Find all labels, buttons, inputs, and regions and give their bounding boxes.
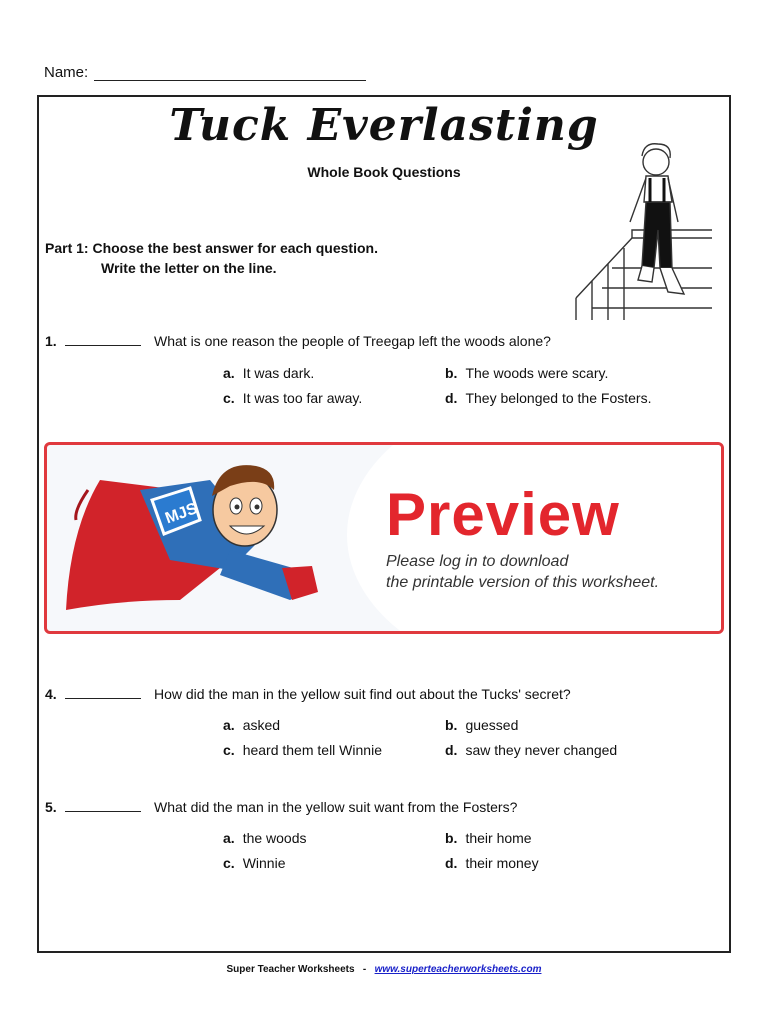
option-letter: d. [445, 855, 458, 871]
name-label: Name: [44, 64, 89, 81]
part-line-2: Write the letter on the line. [101, 260, 277, 276]
question-number: 5. [45, 799, 57, 815]
option-text: The woods were scary. [465, 365, 609, 381]
option-letter: a. [223, 365, 235, 381]
option-c [223, 855, 285, 871]
option-b [445, 365, 608, 381]
option-d [445, 742, 617, 758]
option-c [223, 742, 382, 758]
option-text: Winnie [242, 855, 286, 871]
preview-message [386, 551, 659, 593]
name-line [94, 66, 366, 81]
option-text: guessed [465, 717, 519, 733]
option-a [223, 830, 307, 846]
option-a [223, 717, 280, 733]
option-letter: b. [445, 830, 458, 846]
option-a [223, 365, 314, 381]
question-text: What did the man in the yellow suit want from the Fosters? [154, 799, 518, 815]
option-letter: a. [223, 830, 235, 846]
question-number: 4. [45, 686, 57, 702]
part-line-1: Part 1: Choose the best answer for each question. [45, 240, 378, 256]
option-text: their home [465, 830, 532, 846]
page-footer [0, 964, 768, 975]
footer-brand: Super Teacher Worksheets [226, 964, 355, 975]
mascot-logo-text: MJS [163, 500, 200, 528]
question-5 [45, 799, 518, 815]
option-text: asked [242, 717, 281, 733]
preview-line-1: Please log in to download [386, 553, 569, 570]
option-d [445, 855, 539, 871]
footer-link[interactable]: www.superteacherworksheets.com [374, 964, 542, 975]
page-subtitle: Whole Book Questions [307, 164, 461, 180]
question-text: How did the man in the yellow suit find out about the Tucks' secret? [154, 686, 571, 702]
option-letter: d. [445, 390, 458, 406]
option-text: heard them tell Winnie [242, 742, 382, 758]
part-instructions [45, 238, 378, 278]
option-letter: d. [445, 742, 458, 758]
option-text: their money [465, 855, 539, 871]
question-number: 1. [45, 333, 57, 349]
superhero-mascot-illustration [60, 450, 330, 630]
option-letter: b. [445, 365, 458, 381]
option-text: It was dark. [242, 365, 315, 381]
option-letter: a. [223, 717, 235, 733]
option-text: the woods [242, 830, 307, 846]
option-text: saw they never changed [465, 742, 618, 758]
answer-blank[interactable] [65, 686, 141, 699]
answer-blank[interactable] [65, 333, 141, 346]
name-field-row [44, 64, 366, 81]
option-letter: c. [223, 742, 235, 758]
option-letter: c. [223, 855, 235, 871]
answer-blank[interactable] [65, 799, 141, 812]
option-b [445, 830, 532, 846]
preview-line-2: the printable version of this worksheet. [386, 574, 660, 591]
option-b [445, 717, 518, 733]
page-title: Tuck Everlasting [169, 100, 599, 151]
option-text: It was too far away. [242, 390, 363, 406]
boy-on-stairs-illustration [572, 138, 714, 320]
question-1 [45, 333, 551, 349]
footer-separator: - [362, 964, 367, 975]
option-letter: b. [445, 717, 458, 733]
option-c [223, 390, 362, 406]
question-4 [45, 686, 571, 702]
question-text: What is one reason the people of Treegap left the woods alone? [154, 333, 551, 349]
option-d [445, 390, 651, 406]
preview-title: Preview [386, 481, 620, 548]
option-letter: c. [223, 390, 235, 406]
option-text: They belonged to the Fosters. [465, 390, 652, 406]
